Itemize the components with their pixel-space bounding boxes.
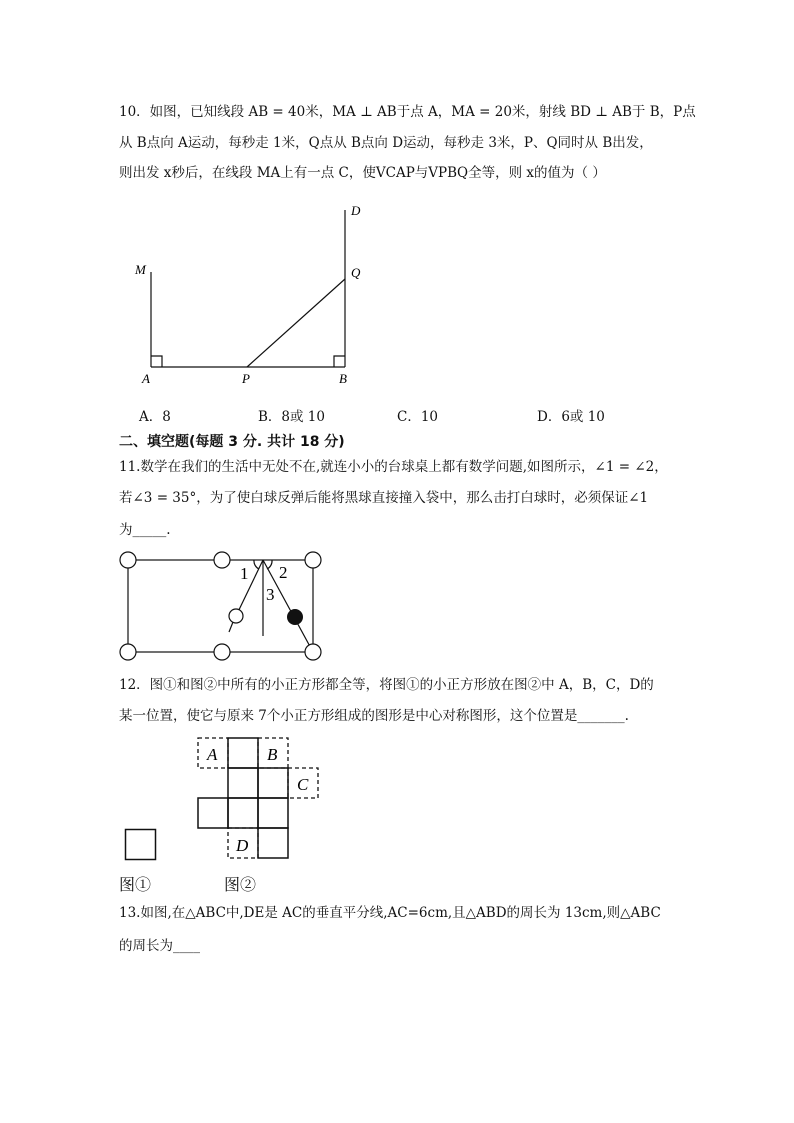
white-ball xyxy=(229,609,243,623)
q13-line-2: 的周长为____ xyxy=(119,938,200,954)
pocket-bottom-middle xyxy=(214,644,230,660)
grid-square xyxy=(228,738,258,768)
right-angle-b xyxy=(334,356,345,367)
figure-2-grid xyxy=(190,733,330,863)
rebound-path xyxy=(263,560,313,652)
q12-line-1: 12．图①和图②中所有的小正方形都全等，将图①的小正方形放在图②中 A，B，C，D的 xyxy=(119,677,654,693)
pocket-top-left xyxy=(120,552,136,568)
q10-option-a: A．8 xyxy=(139,409,171,425)
q10-line-1: 10．如图，已知线段 AB = 40米，MA ⊥ AB于点 A，MA = 20米，射线 BD ⊥ AB于 B，P点 xyxy=(119,104,696,120)
label-m: M xyxy=(135,262,146,277)
grid-square xyxy=(228,768,258,798)
angle-label-3: 3 xyxy=(266,585,275,604)
q12-line-2: 某一位置，使它与原来 7个小正方形组成的图形是中心对称图形，这个位置是_______. xyxy=(119,708,629,724)
pocket-top-right xyxy=(305,552,321,568)
q10-option-c: C．10 xyxy=(397,409,439,425)
angle-label-2: 2 xyxy=(279,563,288,582)
q11-billiard-figure xyxy=(115,548,330,663)
pocket-bottom-right xyxy=(305,644,321,660)
q10-figure xyxy=(120,195,380,395)
square-label-c: C xyxy=(297,775,309,794)
caption-figure-2: 图② xyxy=(224,875,257,894)
q13-line-1: 13.如图,在△ABC中,DE是 AC的垂直平分线,AC=6cm,且△ABD的周长为 13cm,则△ABC xyxy=(119,905,661,921)
pocket-top-middle xyxy=(214,552,230,568)
grid-square xyxy=(258,768,288,798)
pocket-bottom-left xyxy=(120,644,136,660)
grid-square xyxy=(198,798,228,828)
label-p: P xyxy=(242,371,250,386)
angle-arc-1 xyxy=(254,560,259,569)
grid-square xyxy=(258,828,288,858)
q11-line-1: 11.数学在我们的生活中无处不在,就连小小的台球桌上都有数学问题,如图所示，∠1 = ∠2， xyxy=(119,459,668,475)
figure-1-square xyxy=(124,828,160,862)
q10-option-b: B．8或 10 xyxy=(258,409,325,425)
label-d: D xyxy=(351,203,361,218)
section-2-title: 二、填空题(每题 3 分. 共计 18 分) xyxy=(119,434,345,450)
black-ball xyxy=(287,609,303,625)
square-label-b: B xyxy=(267,745,278,764)
grid-square xyxy=(228,798,258,828)
square-label-a: A xyxy=(207,745,218,764)
label-a: A xyxy=(142,371,150,386)
q10-line-3: 则出发 x秒后，在线段 MA上有一点 C，使VCAP与VPBQ全等，则 x的值为（ ） xyxy=(119,165,606,181)
caption-figure-1: 图① xyxy=(119,875,152,894)
q10-line-2: 从 B点向 A运动，每秒走 1米，Q点从 B点向 D运动，每秒走 3米，P、Q同时从 B出发， xyxy=(119,135,653,151)
white-ball-tail xyxy=(229,622,233,632)
segment-pq xyxy=(247,279,345,367)
right-angle-a xyxy=(151,356,162,367)
grid-square xyxy=(258,798,288,828)
angle-label-1: 1 xyxy=(240,564,249,583)
q10-option-d: D．6或 10 xyxy=(537,409,605,425)
square-label-d: D xyxy=(236,836,249,855)
q11-line-3: 为_____. xyxy=(119,522,171,538)
label-b: B xyxy=(339,371,347,386)
q11-line-2: 若∠3 = 35°，为了使白球反弹后能将黑球直接撞入袋中，那么击打白球时，必须保证∠1 xyxy=(119,490,649,506)
label-q: Q xyxy=(351,265,361,280)
